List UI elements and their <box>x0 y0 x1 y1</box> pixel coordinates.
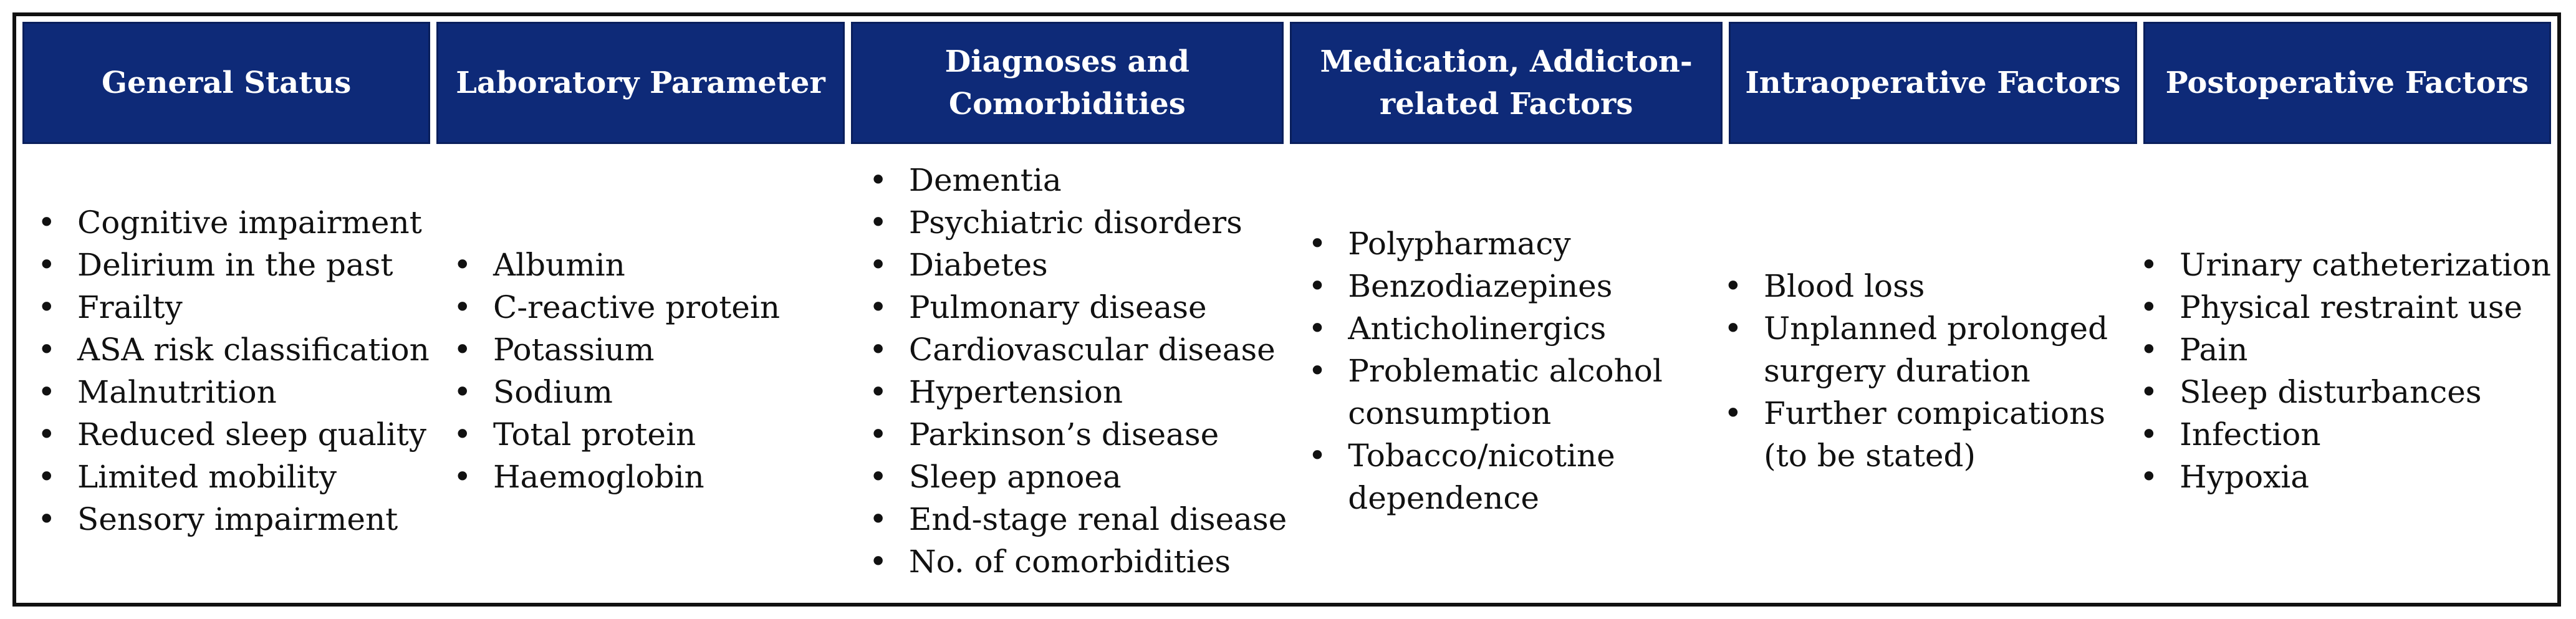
list-item: • Urinary catheterization <box>2136 244 2551 286</box>
table-header-row <box>22 22 2551 144</box>
list-item: • Cardiovascular disease <box>865 329 1287 371</box>
bullet-list <box>1304 223 1672 519</box>
bullet-list <box>865 159 1287 583</box>
list-item: • No. of comorbidities <box>865 540 1287 583</box>
column-body-diagnoses-comorbidities <box>854 144 1287 598</box>
list-item: • Unplanned prolonged surgery duration <box>1720 307 2113 392</box>
bullet-list <box>2136 244 2551 498</box>
list-item: • ASA risk classification <box>34 329 430 371</box>
bullet-list <box>449 244 780 498</box>
list-item: • Potassium <box>449 329 780 371</box>
list-item: • Cognitive impairment <box>34 201 430 244</box>
list-item: • Benzodiazepines <box>1304 265 1672 307</box>
list-item: • Tobacco/nicotine dependence <box>1304 434 1672 519</box>
list-item: • Sleep disturbances <box>2136 371 2551 413</box>
column-header-label: Laboratory Parameter <box>456 65 825 100</box>
risk-factor-table <box>12 12 2561 607</box>
column-body-intraoperative-factors <box>1709 144 2118 598</box>
column-body-medication-addiction <box>1293 144 1703 598</box>
list-item: • Pulmonary disease <box>865 286 1287 329</box>
list-item: • Pain <box>2136 329 2551 371</box>
list-item: • Frailty <box>34 286 430 329</box>
list-item: • Delirium in the past <box>34 244 430 286</box>
list-item: • Polypharmacy <box>1304 223 1672 265</box>
list-item: • Anticholinergics <box>1304 307 1672 350</box>
column-body-postoperative-factors <box>2125 144 2551 598</box>
list-item: • Total protein <box>449 413 780 456</box>
list-item: • Malnutrition <box>34 371 430 413</box>
list-item: • End-stage renal disease <box>865 498 1287 540</box>
column-header-medication-addiction <box>1290 22 1723 144</box>
list-item: • Albumin <box>449 244 780 286</box>
list-item: • Problematic alcohol consumption <box>1304 350 1672 434</box>
column-header-general-status <box>22 22 430 144</box>
list-item: • Reduced sleep quality <box>34 413 430 456</box>
list-item: • Sensory impairment <box>34 498 430 540</box>
bullet-list <box>34 201 430 540</box>
column-header-label: Medication, Addicton-related Factors <box>1320 44 1693 122</box>
list-item: • Psychiatric disorders <box>865 201 1287 244</box>
column-header-label: Intraoperative Factors <box>1745 65 2121 100</box>
list-item: • C-reactive protein <box>449 286 780 329</box>
column-header-laboratory-parameter <box>436 22 844 144</box>
column-header-intraoperative-factors <box>1729 22 2136 144</box>
list-item: • Blood loss <box>1720 265 2113 307</box>
column-header-diagnoses-comorbidities <box>851 22 1284 144</box>
column-header-label: Diagnoses and Comorbidities <box>944 44 1189 122</box>
list-item: • Hypertension <box>865 371 1287 413</box>
bullet-list <box>1720 265 2113 477</box>
list-item: • Haemoglobin <box>449 456 780 498</box>
column-body-general-status <box>22 144 432 598</box>
column-header-postoperative-factors <box>2143 22 2551 144</box>
column-header-label: General Status <box>101 65 352 100</box>
list-item: • Sleep apnoea <box>865 456 1287 498</box>
list-item: • Physical restraint use <box>2136 286 2551 329</box>
column-body-laboratory-parameter <box>438 144 848 598</box>
list-item: • Diabetes <box>865 244 1287 286</box>
list-item: • Hypoxia <box>2136 456 2551 498</box>
list-item: • Limited mobility <box>34 456 430 498</box>
column-header-label: Postoperative Factors <box>2165 65 2529 100</box>
list-item: • Dementia <box>865 159 1287 201</box>
table-body-row <box>22 144 2551 598</box>
list-item: • Parkinson’s disease <box>865 413 1287 456</box>
list-item: • Further compications (to be stated) <box>1720 392 2113 477</box>
list-item: • Infection <box>2136 413 2551 456</box>
list-item: • Sodium <box>449 371 780 413</box>
